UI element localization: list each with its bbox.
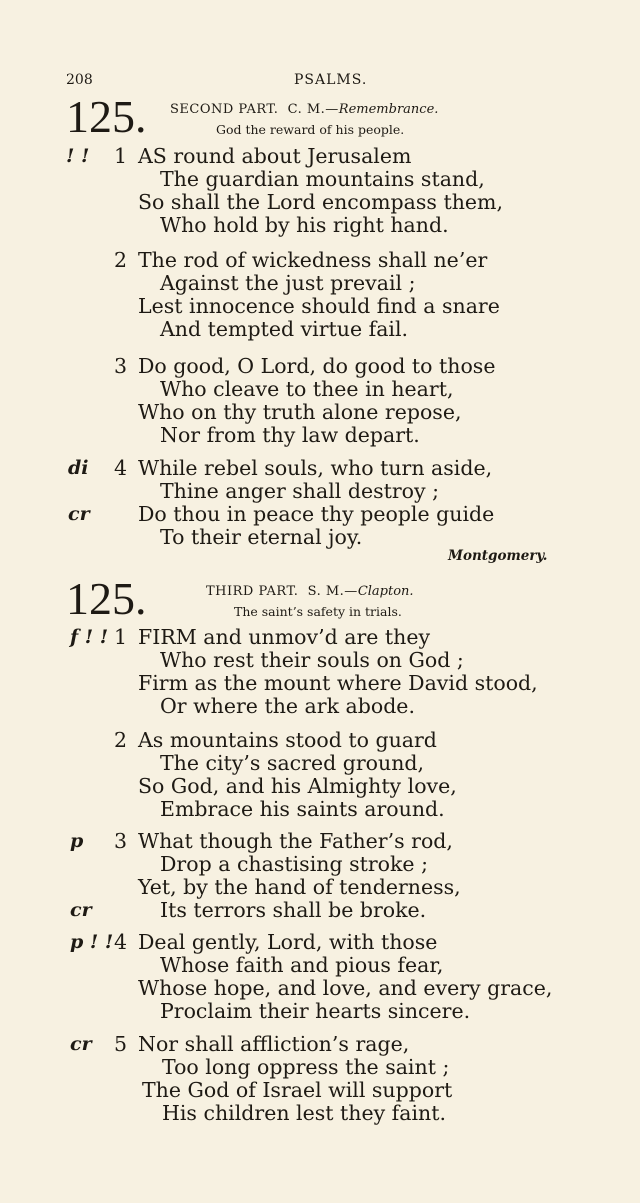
running-title: PSALMS. — [294, 72, 368, 88]
verse-line: Who cleave to thee in heart, — [160, 377, 454, 401]
dynamic-mark: di — [68, 457, 89, 479]
tune-name: Remembrance. — [338, 102, 439, 117]
verse-line: Or where the ark abode. — [160, 694, 415, 718]
hymn-number: 125. — [66, 91, 147, 142]
dynamic-mark: p — [70, 830, 84, 852]
verse-line: Nor shall affliction’s rage, — [138, 1032, 410, 1056]
hymn-subtitle: The saint’s safety in trials. — [234, 604, 402, 619]
verse-line: And tempted virtue fail. — [160, 317, 409, 341]
verse-line: Do thou in peace thy people guide — [138, 502, 495, 526]
verse-number: 2 — [114, 728, 128, 752]
verse-line: As mountains stood to guard — [138, 728, 437, 752]
verse-line: Who on thy truth alone repose, — [138, 400, 462, 424]
verse-line: Thine anger shall destroy ; — [160, 479, 440, 503]
verse-line: Lest innocence should find a snare — [138, 294, 500, 318]
verse-line: The guardian mountains stand, — [160, 167, 485, 191]
running-head — [66, 72, 566, 92]
verse-line: The city’s sacred ground, — [160, 751, 425, 775]
verse-number: 3 — [114, 354, 128, 378]
dynamic-mark: cr — [70, 899, 92, 921]
verse-line: Who hold by his right hand. — [160, 213, 449, 237]
meter-label: C. M.— — [287, 102, 339, 117]
dynamic-mark: ! ! — [66, 145, 90, 167]
verse-line: So shall the Lord encompass them, — [138, 190, 503, 214]
meter-label: S. M.— — [307, 584, 358, 599]
verse-line: Drop a chastising stroke ; — [160, 852, 428, 876]
dynamic-mark: cr — [68, 503, 90, 525]
verse-line: Deal gently, Lord, with those — [138, 930, 438, 954]
verse-line: AS round about Jerusalem — [138, 144, 412, 168]
hymn-subtitle: God the reward of his people. — [216, 122, 405, 137]
verse-line: The God of Israel will support — [142, 1078, 453, 1102]
verse-line: Firm as the mount where David stood, — [138, 671, 538, 695]
verse-line: Who rest their souls on God ; — [160, 648, 464, 672]
verse-line: To their eternal joy. — [160, 525, 363, 549]
verse-number: 1 — [114, 625, 128, 649]
part-label: THIRD PART. — [206, 584, 299, 599]
verse-line: Yet, by the hand of tenderness, — [138, 875, 461, 899]
verse-number: 3 — [114, 829, 128, 853]
verse-line: Do good, O Lord, do good to those — [138, 354, 496, 378]
verse-line: The rod of wickedness shall ne’er — [138, 248, 488, 272]
verse-line: Proclaim their hearts sincere. — [160, 999, 471, 1023]
verse-line: Its terrors shall be broke. — [160, 898, 427, 922]
dynamic-mark: p ! ! — [70, 931, 114, 953]
verse-line: While rebel souls, who turn aside, — [138, 456, 493, 480]
verse-number: 1 — [114, 144, 128, 168]
dynamic-mark: f ! ! — [70, 626, 109, 648]
verse-number: 4 — [114, 930, 128, 954]
verse-line: So God, and his Almighty love, — [138, 774, 457, 798]
verse-line: Whose faith and pious fear, — [160, 953, 444, 977]
page-number: 208 — [66, 72, 93, 88]
verse-line: Embrace his saints around. — [160, 797, 445, 821]
verse-line: What though the Father’s rod, — [138, 829, 453, 853]
verse-number: 2 — [114, 248, 128, 272]
verse-number: 4 — [114, 456, 128, 480]
hymn-heading — [66, 91, 566, 150]
verse-line: Whose hope, and love, and every grace, — [138, 976, 553, 1000]
verse-line: Against the just prevail ; — [160, 271, 416, 295]
verse-line: Too long oppress the saint ; — [162, 1055, 450, 1079]
part-meter-line — [170, 102, 438, 117]
dynamic-mark: cr — [70, 1033, 92, 1055]
verse-number: 5 — [114, 1032, 128, 1056]
tune-name: Clapton. — [357, 584, 414, 599]
part-label: SECOND PART. — [170, 102, 279, 117]
hymn-number: 125. — [66, 573, 147, 624]
verse-line: Nor from thy law depart. — [160, 423, 420, 447]
part-meter-line — [206, 584, 414, 599]
verse-line: His children lest they faint. — [162, 1101, 446, 1125]
verse-line: FIRM and unmov’d are they — [138, 625, 431, 649]
author-attribution: Montgomery. — [448, 548, 548, 564]
